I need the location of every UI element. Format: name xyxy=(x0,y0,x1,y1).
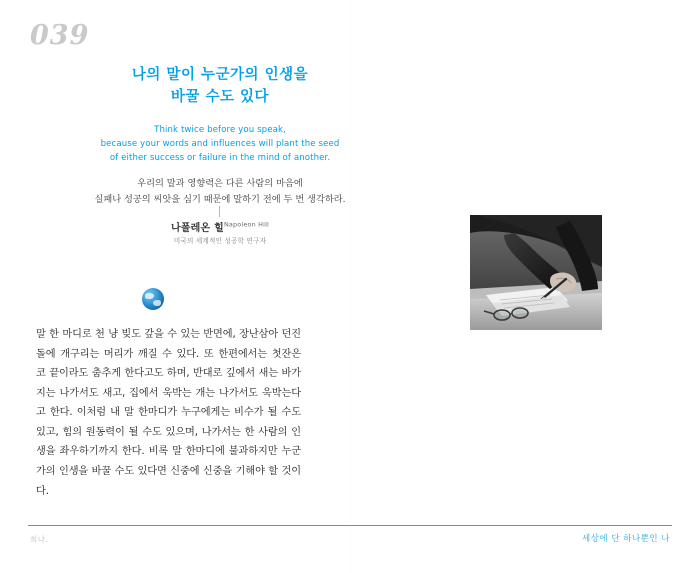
quote-divider xyxy=(219,206,220,217)
quote-english-line-3: of either success or failure in the mind of another. xyxy=(109,152,331,163)
quote-korean-line-1: 우리의 말과 영향력은 다른 사람의 마음에 xyxy=(137,178,303,189)
quote-korean xyxy=(55,176,385,207)
photo-illustration xyxy=(470,215,602,330)
globe-icon xyxy=(142,288,164,310)
quote-korean-line-2: 실패나 성공의 씨앗을 심기 때문에 말하기 전에 두 번 생각하라. xyxy=(94,193,346,205)
footer-right-label: 세상에 단 하나뿐인 나 xyxy=(581,534,670,544)
attribution-name-romanized: Napoleon Hill xyxy=(223,220,270,229)
quote-english-line-1: Think twice before you speak, xyxy=(154,125,286,135)
attribution-name xyxy=(55,219,385,234)
footer-divider xyxy=(28,525,672,526)
body-paragraph: 말 한 마디로 천 냥 빚도 갚을 수 있는 반면에, 장난삼아 던진 돌에 개구리는 머리가 깨질 수 있다. 또 한편에서는 첫잔은 코 끝이라도 춤추게 한다고도 하며, 반대로 깊에서 새는 바가지는 나가서도 새고, 집에서 욱박는 개는 나가서도 욱박는다고 한다. 이처럼 내 말 한마디가 누구에게는 비수가 될 수도 있고, 힘의 원동력이 될 수도 있으며, 나가서는 한 사람의 인생을 좌우하기까지 한다. 비록 말 한마디에 불과하지만 누군가의 인생을 바꿀 수도 있다면 신중에 신중을 기해야 할 것이다. xyxy=(36,329,301,497)
quote-attribution xyxy=(55,219,385,246)
headline-line-1: 나의 말이 누군가의 인생을 xyxy=(131,67,309,83)
photo-person-writing xyxy=(470,215,602,330)
quote-english xyxy=(55,124,385,166)
page-number: 039 xyxy=(30,20,90,51)
headline-line-2: 바꿀 수도 있다 xyxy=(170,89,270,106)
attribution-name-korean: 나폴레온 힐 xyxy=(170,223,224,234)
attribution-role: 미국의 세계적인 성공학 연구자 xyxy=(173,237,267,245)
quote-english-line-2: because your words and influences will plant the seed xyxy=(100,138,340,149)
page-title xyxy=(60,64,380,109)
footer-left-label: 희나. xyxy=(30,535,49,544)
